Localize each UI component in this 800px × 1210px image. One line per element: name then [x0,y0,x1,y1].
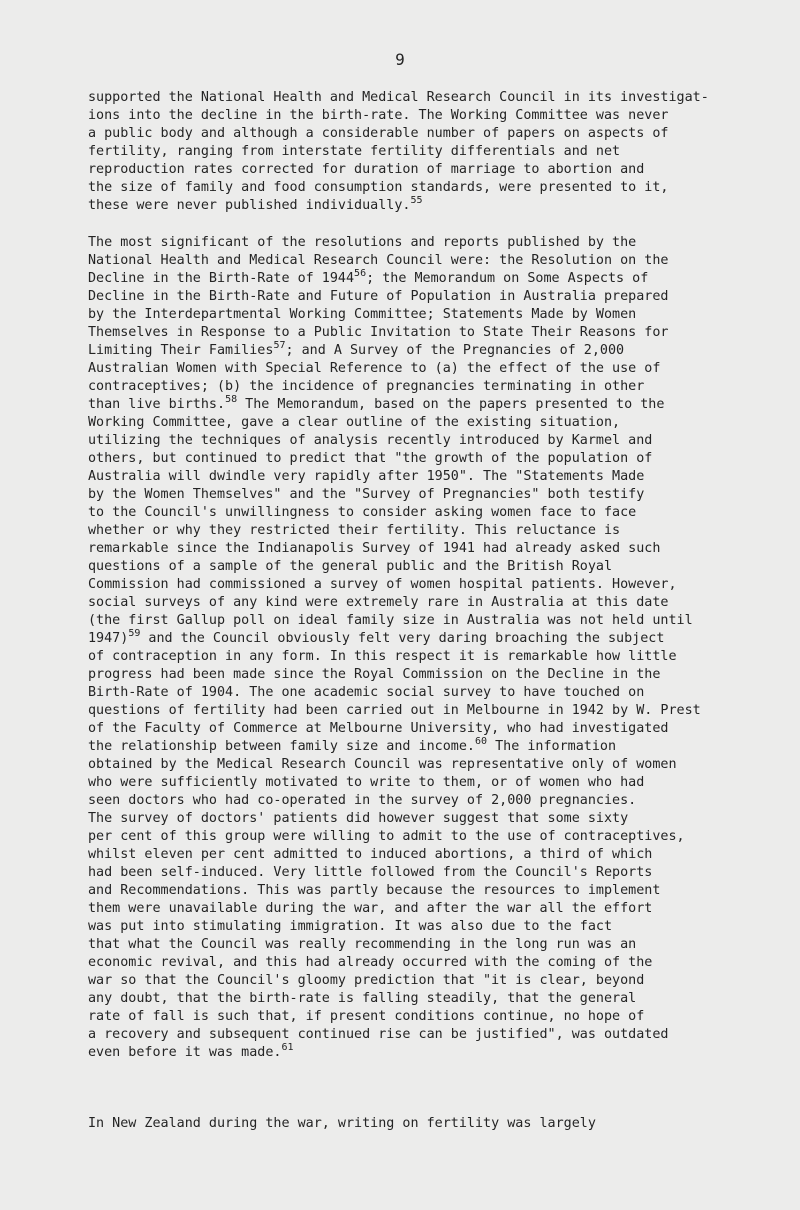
text-line [88,828,790,846]
paragraph-1 [88,89,790,215]
line-text: whilst eleven per cent admitted to induced abortions, a third of which [88,847,653,862]
line-text: Themselves in Response to a Public Invitation to State Their Reasons for [88,325,669,340]
text-line [88,396,790,414]
text-line [88,125,790,143]
line-text: progress had been made since the Royal Commission on the Decline in the [88,667,661,682]
line-text: The most significant of the resolutions and reports published by the [88,235,637,250]
line-text: of the Faculty of Commerce at Melbourne University, who had investigated [88,721,669,736]
line-text-continued: ; and A Survey of the Pregnancies of 2,000 [285,343,625,358]
text-line [88,432,790,450]
line-text: reproduction rates corrected for duration of marriage to abortion and [88,162,645,177]
line-text-continued: The information [487,739,617,754]
text-line [88,450,790,468]
text-line [88,360,790,378]
line-text: them were unavailable during the war, and after the war all the effort [88,901,653,916]
line-text-continued: The Memorandum, based on the papers presented to the [237,397,665,412]
line-text: (the first Gallup poll on ideal family size in Australia was not held until [88,613,693,628]
line-text: supported the National Health and Medical Research Council in its investigat- [88,90,709,105]
line-text: of contraception in any form. In this respect it is remarkable how little [88,649,677,664]
footnote-reference: 55 [410,195,423,206]
text-line [88,414,790,432]
text-line [88,107,790,125]
paragraph-3 [88,1115,790,1133]
line-text-continued: and the Council obviously felt very daring broaching the subject [140,631,665,646]
text-line [88,864,790,882]
text-line [88,324,790,342]
line-text: the relationship between family size and income. [88,739,475,754]
text-line [88,468,790,486]
text-line [88,234,790,252]
line-text: others, but continued to predict that "the growth of the population of [88,451,653,466]
line-text: whether or why they restricted their fertility. This reluctance is [88,523,621,538]
text-line [88,684,790,702]
line-text: a public body and although a considerable number of papers on aspects of [88,126,669,141]
text-line [88,900,790,918]
text-line [88,1008,790,1026]
footnote-reference: 56 [354,268,367,279]
line-text: Limiting Their Families [88,343,274,358]
line-text: seen doctors who had co-operated in the survey of 2,000 pregnancies. [88,793,637,808]
line-text: social surveys of any kind were extremely rare in Australia at this date [88,595,669,610]
text-line [88,630,790,648]
text-line [88,918,790,936]
line-text: per cent of this group were willing to admit to the use of contraceptives, [88,829,685,844]
line-text: any doubt, that the birth-rate is falling steadily, that the general [88,991,637,1006]
line-text: and Recommendations. This was partly because the resources to implement [88,883,661,898]
text-line [88,666,790,684]
text-line [88,648,790,666]
text-line [88,378,790,396]
page-number: 9 [395,50,405,69]
text-line [88,1044,790,1062]
text-line [88,161,790,179]
text-line [88,594,790,612]
line-text: economic revival, and this had already occurred with the coming of the [88,955,653,970]
footnote-reference: 60 [474,736,488,747]
text-line [88,810,790,828]
line-text: by the Interdepartmental Working Committee; Statements Made by Women [88,307,637,322]
line-text: had been self-induced. Very little followed from the Council's Reports [88,865,653,880]
text-line [88,972,790,990]
line-text: ions into the decline in the birth-rate. The Working Committee was never [88,108,669,123]
line-text: by the Women Themselves" and the "Survey of Pregnancies" both testify [88,487,645,502]
line-text: to the Council's unwillingness to consider asking women face to face [88,505,637,520]
footnote-reference: 58 [225,394,238,405]
text-line [88,990,790,1008]
text-line [88,540,790,558]
line-text: fertility, ranging from interstate fertility differentials and net [88,144,621,159]
line-text: Birth-Rate of 1904. The one academic social survey to have touched on [88,685,645,700]
text-line [88,522,790,540]
text-line [88,756,790,774]
text-line [88,486,790,504]
line-text: Australia will dwindle very rapidly after 1950". The "Statements Made [88,469,645,484]
line-text: questions of a sample of the general public and the British Royal [88,559,613,574]
text-line [88,252,790,270]
line-text: even before it was made. [88,1045,282,1060]
line-text: Working Committee, gave a clear outline of the existing situation, [88,415,621,430]
line-text: obtained by the Medical Research Council was representative only of women [88,757,677,772]
line-text: remarkable since the Indianapolis Survey of 1941 had already asked such [88,541,661,556]
line-text: In New Zealand during the war, writing on fertility was largely [88,1116,596,1131]
line-text: Decline in the Birth-Rate and Future of Population in Australia prepared [88,289,669,304]
text-line [88,504,790,522]
text-line [88,702,790,720]
text-line [88,197,790,215]
text-line [88,1115,790,1133]
line-text: 1947) [88,631,129,646]
paragraph-2 [88,234,790,1062]
text-line [88,954,790,972]
text-line [88,89,790,107]
line-text: Commission had commissioned a survey of women hospital patients. However, [88,577,677,592]
line-text: than live births. [88,397,226,412]
line-text: who were sufficiently motivated to write to them, or of women who had [88,775,645,790]
footnote-reference: 59 [128,628,141,639]
line-text: was put into stimulating immigration. It was also due to the fact [88,919,613,934]
line-text: The survey of doctors' patients did however suggest that some sixty [88,811,629,826]
text-line [88,342,790,360]
text-line [88,1026,790,1044]
text-line [88,720,790,738]
line-text: contraceptives; (b) the incidence of pregnancies terminating in other [88,379,645,394]
text-line [88,143,790,161]
text-line [88,846,790,864]
line-text: the size of family and food consumption standards, were presented to it, [88,180,669,195]
footnote-reference: 61 [281,1042,294,1053]
line-text: Decline in the Birth-Rate of 1944 [88,271,355,286]
line-text: war so that the Council's gloomy prediction that "it is clear, beyond [88,973,645,988]
text-line [88,306,790,324]
line-text: rate of fall is such that, if present conditions continue, no hope of [88,1009,645,1024]
line-text-continued: ; the Memorandum on Some Aspects of [366,271,649,286]
text-line [88,738,790,756]
line-text: these were never published individually. [88,198,411,213]
text-line [88,774,790,792]
text-line [88,558,790,576]
text-line [88,936,790,954]
text-line [88,792,790,810]
line-text: National Health and Medical Research Council were: the Resolution on the [88,253,669,268]
text-line [88,882,790,900]
text-line [88,179,790,197]
line-text: that what the Council was really recommending in the long run was an [88,937,637,952]
line-text: questions of fertility had been carried out in Melbourne in 1942 by W. Prest [88,703,701,718]
text-line [88,576,790,594]
text-line [88,270,790,288]
line-text: Australian Women with Special Reference to (a) the effect of the use of [88,361,661,376]
text-line [88,288,790,306]
text-line [88,612,790,630]
footnote-reference: 57 [273,340,286,351]
line-text: a recovery and subsequent continued rise can be justified", was outdated [88,1027,669,1042]
line-text: utilizing the techniques of analysis recently introduced by Karmel and [88,433,653,448]
